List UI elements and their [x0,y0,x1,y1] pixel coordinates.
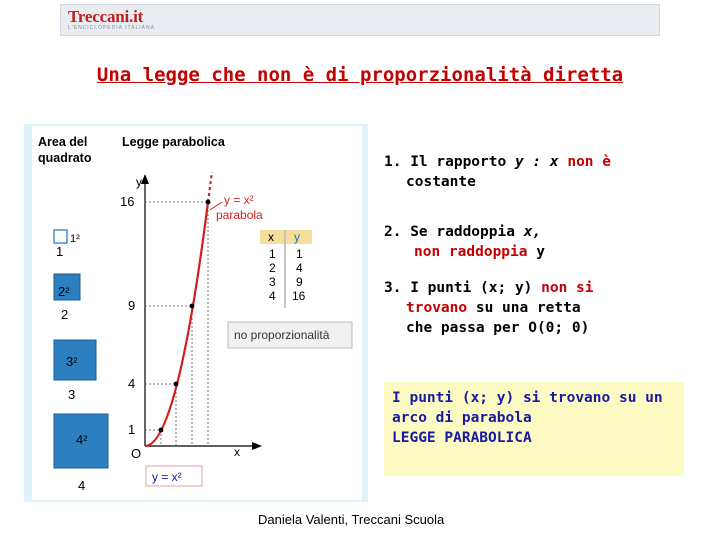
point-3 [190,304,195,309]
table-header-y: y [294,230,300,244]
conclusion-line-2: arco di parabola [392,410,532,426]
curve-label-name: parabola [216,208,263,222]
table-r4-y: 16 [292,289,306,303]
p1-a: 1. Il rapporto [384,154,515,170]
square-4-exp: 4² [76,432,88,447]
y-tick-4: 4 [128,376,136,391]
col-area-line2: quadrato [38,151,92,165]
p1-c: non è [558,154,611,170]
p3-e: che passa per O(0; 0) [406,320,590,336]
logo-tagline: L'ENCICLOPEDIA ITALIANA [68,25,155,31]
square-3-side: 3 [68,387,76,402]
p3-c: trovano [406,300,468,316]
point-2-text [384,222,704,262]
treccani-logo[interactable] [68,7,155,31]
table-r3-y: 9 [296,275,303,289]
table-r4-x: 4 [269,289,276,303]
table-r2-x: 2 [269,261,276,275]
x-axis-label: x [234,445,240,459]
p2-x: x, [523,224,542,240]
parabola-figure [24,124,368,502]
point-2 [174,382,179,387]
y-tick-9: 9 [128,298,136,313]
conclusion-text [392,388,682,448]
square-2-side: 2 [61,307,69,322]
y-axis-label: y [136,175,142,189]
table-header-x: x [268,230,274,244]
p3-a: 3. I punti (x; y) [384,280,542,296]
p1-d: costante [406,174,476,190]
conclusion-line-1: I punti (x; y) si trovano su un [392,390,663,406]
col-law-title: Legge parabolica [122,135,225,149]
table-r1-x: 1 [269,247,276,261]
logo-text: Treccani.it [68,7,144,26]
point-1 [159,428,164,433]
point-1-text [384,152,704,192]
col-area-line1: Area del [38,135,88,149]
conclusion-line-3: LEGGE PARABOLICA [392,430,532,446]
note-text: no proporzionalità [234,328,330,342]
origin-label: O [131,446,142,461]
square-1-exp: 1² [70,233,80,245]
p3-b: non si [541,280,594,296]
slide-title: Una legge che non è di proporzionalità diretta [96,64,624,86]
footer-credit: Daniela Valenti, Treccani Scuola [258,512,445,527]
y-tick-16: 16 [120,194,135,209]
figure-panel [24,124,368,502]
square-1-side: 1 [56,244,64,259]
table-r2-y: 4 [296,261,303,275]
y-tick-1: 1 [128,422,136,437]
square-2-exp: 2² [58,284,70,299]
p2-a: 2. Se raddoppia [384,224,524,240]
point-4 [206,200,211,205]
point-3-text [384,278,704,338]
square-3-exp: 3² [66,354,78,369]
p2-c: non raddoppia [414,244,528,260]
table-r3-x: 3 [269,275,276,289]
p1-ratio: y : x [514,154,559,170]
table-r1-y: 1 [296,247,303,261]
p2-d: y [527,244,545,260]
formula-label: y = x² [152,470,182,484]
square-4-side: 4 [78,478,86,493]
curve-label-formula: y = x² [224,193,254,207]
p3-d: su una retta [467,300,581,316]
